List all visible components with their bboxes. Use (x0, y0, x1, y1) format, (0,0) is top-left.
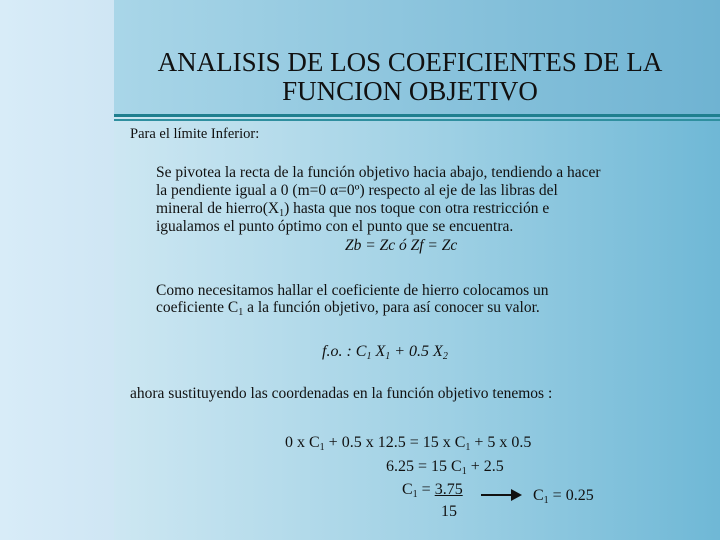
text: coeficiente C (156, 299, 239, 316)
paragraph1-line4: igualamos el punto óptimo con el punto que se encuentra. (156, 218, 514, 235)
text: C (402, 481, 413, 498)
subscript: 1 (238, 307, 244, 318)
subscript: 1 (279, 208, 285, 219)
text: + 0.5 X (390, 343, 443, 360)
subscript: 1 (543, 495, 549, 506)
subscript: 1 (412, 489, 418, 500)
text: 0 x C (285, 434, 320, 451)
equation-line-3 (402, 481, 463, 500)
subscript: 1 (465, 442, 471, 453)
title-divider (114, 114, 720, 117)
text: 6.25 = 15 C (386, 458, 462, 475)
equation-line-2 (386, 458, 504, 477)
subscript: 1 (461, 466, 467, 477)
text: = 0.25 (548, 487, 594, 504)
fraction-numerator: 3.75 (434, 481, 463, 498)
text: + 0.5 x 12.5 = 15 x C (324, 434, 466, 451)
text: f.o. : C (322, 343, 367, 360)
left-sidebar-band (0, 0, 114, 540)
paragraph2-line1: Como necesitamos hallar el coeficiente de hierro colocamos un (156, 282, 549, 299)
text: mineral de hierro(X (156, 200, 280, 217)
subscript: 1 (385, 351, 391, 362)
section-label: Para el límite Inferior: (130, 126, 260, 142)
paragraph1-line2: la pendiente igual a 0 (m=0 α=0º) respecto al eje de las libras del (156, 182, 558, 199)
text: C (533, 487, 544, 504)
subscript: 2 (442, 351, 448, 362)
subscript: 1 (366, 351, 372, 362)
title-line-2: FUNCION OBJETIVO (282, 76, 538, 106)
title-divider-secondary (114, 119, 720, 121)
text: = (417, 481, 435, 498)
fraction-denominator: 15 (441, 503, 457, 520)
substitution-text: ahora sustituyendo las coordenadas en la función objetivo tenemos : (130, 385, 553, 402)
text: ) hasta que nos toque con otra restricción e (284, 200, 550, 217)
result-c1 (533, 487, 594, 506)
arrow-right-icon (481, 486, 523, 504)
equation-line-1 (285, 434, 531, 453)
title-line-1: ANALISIS DE LOS COEFICIENTES DE LA (157, 47, 663, 77)
text: a la función objetivo, para así conocer su valor. (243, 299, 540, 316)
equation-zb-zc: Zb = Zc ó Zf = Zc (345, 237, 458, 254)
text: + 5 x 0.5 (470, 434, 532, 451)
paragraph2-line2 (156, 299, 540, 322)
text: X (371, 343, 386, 360)
paragraph1-line1: Se pivotea la recta de la función objetivo hacia abajo, tendiendo a hacer (156, 164, 601, 181)
text: + 2.5 (466, 458, 504, 475)
objective-function (322, 343, 448, 366)
slide-title (120, 48, 700, 106)
subscript: 1 (319, 442, 325, 453)
